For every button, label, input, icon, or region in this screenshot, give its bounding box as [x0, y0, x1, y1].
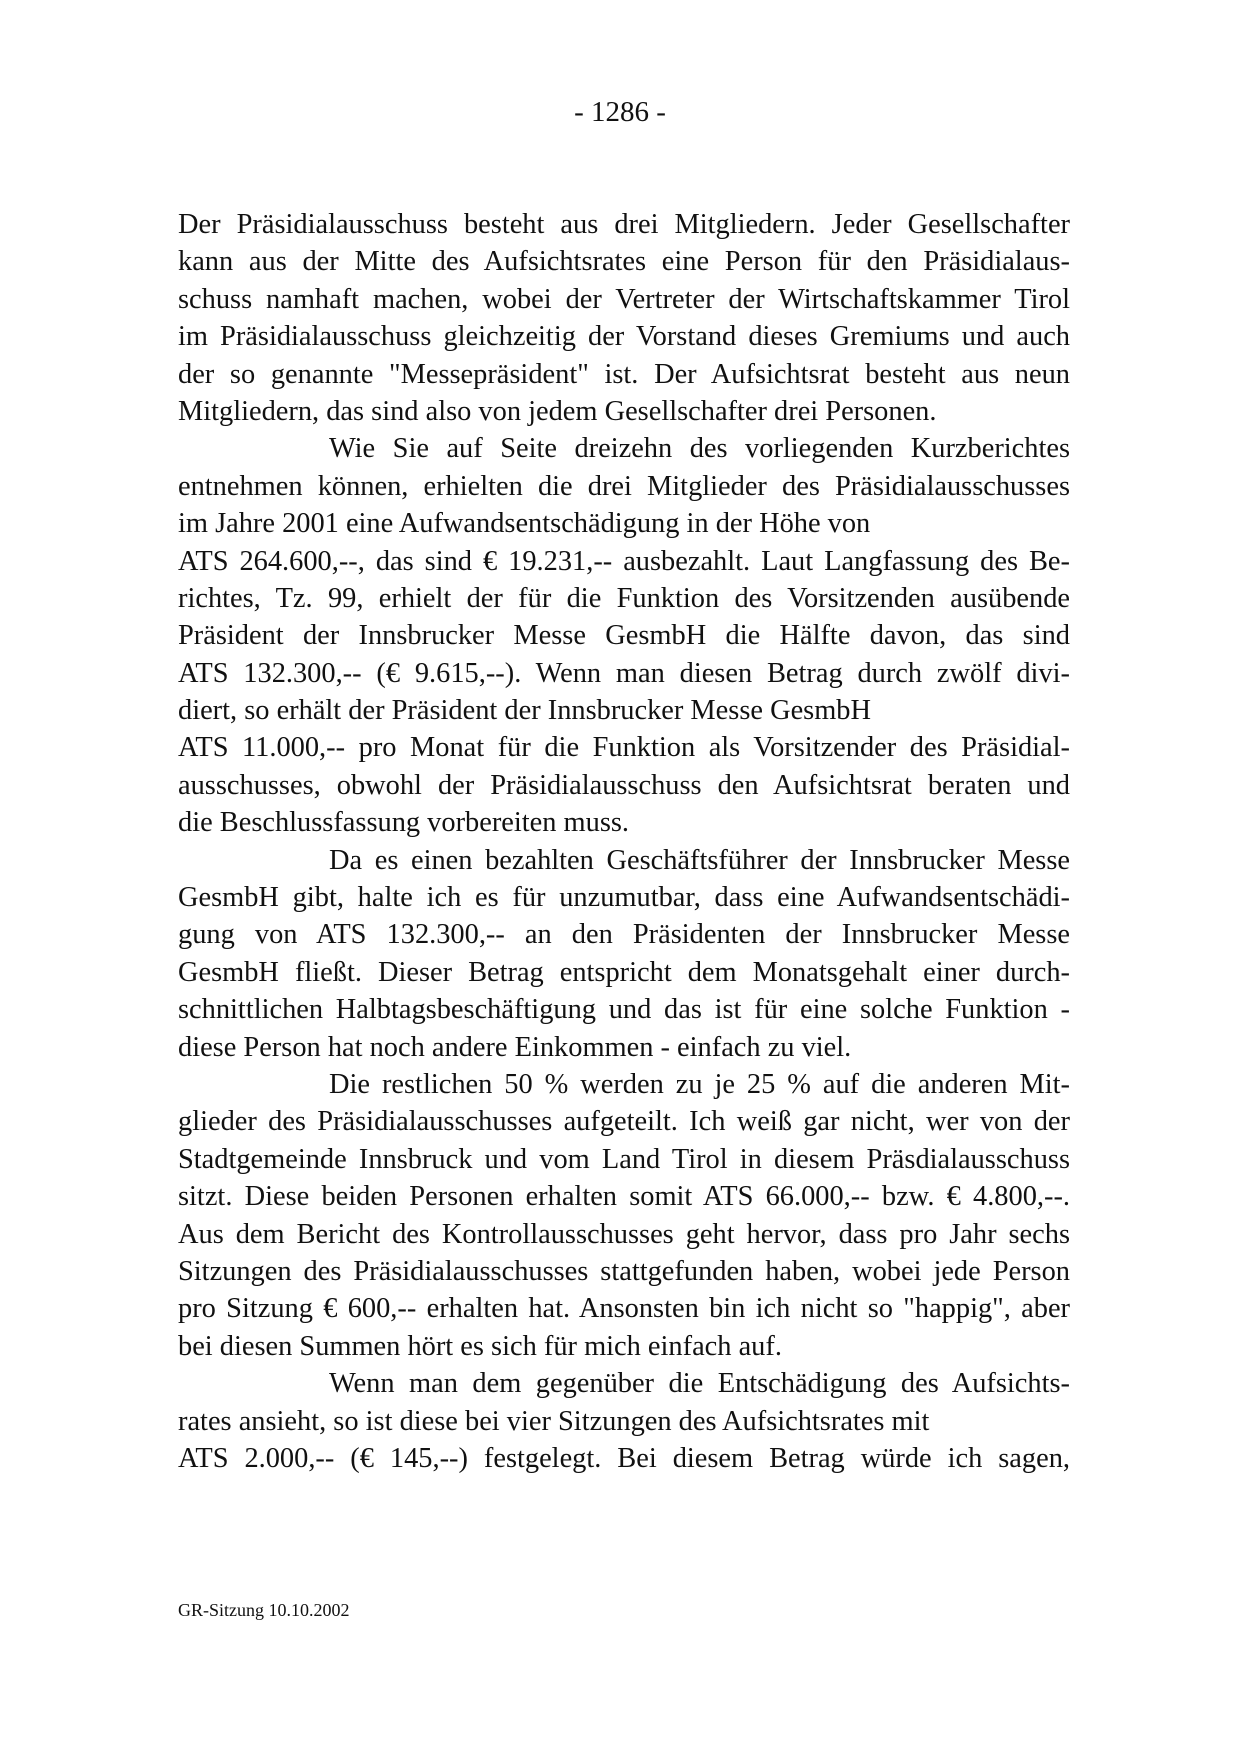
body-text	[178, 206, 1070, 1477]
text-line: schuss namhaft machen, wobei der Vertreter der Wirtschaftskammer Tirol	[178, 283, 1070, 315]
text-line: Wenn man dem gegenüber die Entschädigung des Aufsichts-	[329, 1368, 1070, 1400]
text-line: Sitzungen des Präsidialausschusses stattgefunden haben, wobei jede Person	[178, 1255, 1070, 1287]
text-line: bei diesen Summen hört es sich für mich einfach auf.	[178, 1330, 782, 1362]
text-line: GesmbH fließt. Dieser Betrag entspricht dem Monatsgehalt einer durch-	[178, 956, 1070, 988]
text-line: Da es einen bezahlten Geschäftsführer der Innsbrucker Messe	[329, 844, 1070, 876]
text-line: Mitgliedern, das sind also von jedem Gesellschafter drei Personen.	[178, 395, 937, 427]
text-line: richtes, Tz. 99, erhielt der für die Funktion des Vorsitzenden ausübende	[178, 582, 1070, 614]
text-line: diese Person hat noch andere Einkommen - einfach zu viel.	[178, 1031, 852, 1063]
text-line: kann aus der Mitte des Aufsichtsrates eine Person für den Präsidialaus-	[178, 246, 1070, 278]
text-line: rates ansieht, so ist diese bei vier Sitzungen des Aufsichtsrates mit	[178, 1405, 930, 1437]
text-line: GesmbH gibt, halte ich es für unzumutbar, dass eine Aufwandsentschädi-	[178, 882, 1070, 914]
text-line: Der Präsidialausschuss besteht aus drei Mitgliedern. Jeder Gesellschafter	[178, 209, 1070, 240]
footer-session-date: GR-Sitzung 10.10.2002	[178, 1600, 350, 1620]
text-line: ATS 132.300,-- (€ 9.615,--). Wenn man diesen Betrag durch zwölf divi-	[178, 657, 1070, 689]
text-line: schnittlichen Halbtagsbeschäftigung und das ist für eine solche Funktion -	[178, 994, 1070, 1026]
text-line: im Jahre 2001 eine Aufwandsentschädigung in der Höhe von	[178, 508, 871, 540]
text-line: Aus dem Bericht des Kontrollausschusses geht hervor, dass pro Jahr sechs	[178, 1218, 1070, 1250]
text-line: ATS 11.000,-- pro Monat für die Funktion als Vorsitzender des Präsidial-	[178, 732, 1070, 764]
text-line: die Beschlussfassung vorbereiten muss.	[178, 807, 630, 839]
text-line: Präsident der Innsbrucker Messe GesmbH die Hälfte davon, das sind	[178, 620, 1070, 652]
text-line: ATS 2.000,-- (€ 145,--) festgelegt. Bei diesem Betrag würde ich sagen,	[178, 1442, 1070, 1474]
text-line: im Präsidialausschuss gleichzeitig der Vorstand dieses Gremiums und auch	[178, 321, 1070, 353]
text-line: Wie Sie auf Seite dreizehn des vorliegenden Kurzberichtes	[329, 433, 1070, 465]
text-line: glieder des Präsidialausschusses aufgeteilt. Ich weiß gar nicht, wer von der	[178, 1106, 1070, 1138]
text-line: der so genannte "Messepräsident" ist. Der Aufsichtsrat besteht aus neun	[178, 358, 1070, 390]
text-line: sitzt. Diese beiden Personen erhalten somit ATS 66.000,-- bzw. € 4.800,--.	[178, 1181, 1070, 1213]
page-number: - 1286 -	[574, 96, 666, 128]
text-line: ATS 264.600,--, das sind € 19.231,-- ausbezahlt. Laut Langfassung des Be-	[178, 545, 1070, 577]
text-line: entnehmen können, erhielten die drei Mitglieder des Präsidialausschusses	[178, 470, 1070, 502]
text-line: diert, so erhält der Präsident der Innsbrucker Messe GesmbH	[178, 695, 872, 727]
text-line: Stadtgemeinde Innsbruck und vom Land Tirol in diesem Präsdialausschuss	[178, 1143, 1070, 1175]
text-line: pro Sitzung € 600,-- erhalten hat. Ansonsten bin ich nicht so "happig", aber	[178, 1293, 1070, 1325]
text-line: Die restlichen 50 % werden zu je 25 % auf die anderen Mit-	[329, 1068, 1070, 1100]
text-line: gung von ATS 132.300,-- an den Präsidenten der Innsbrucker Messe	[178, 919, 1070, 951]
text-line: ausschusses, obwohl der Präsidialausschuss den Aufsichtsrat beraten und	[178, 769, 1070, 801]
